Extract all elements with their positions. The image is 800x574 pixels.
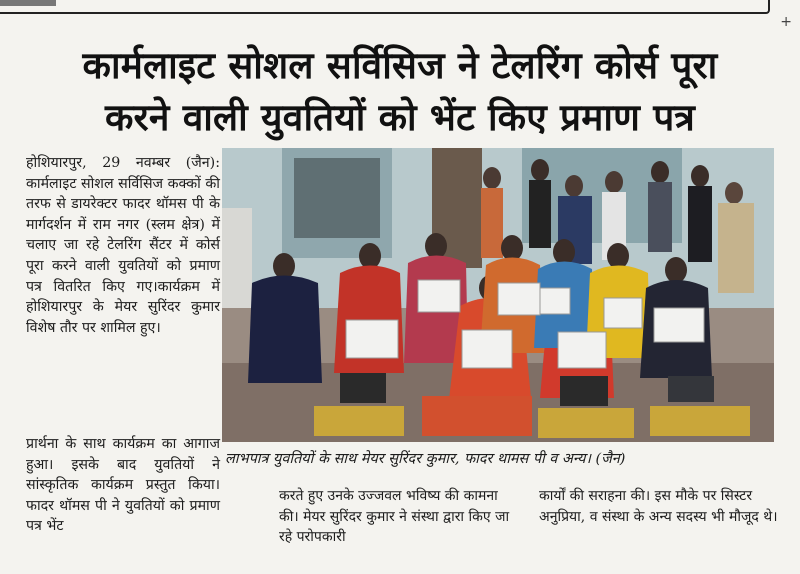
photo-caption: लाभपात्र युवतियों के साथ मेयर सुरिंदर कुमार, फादर थामस पी व अन्य। (जैन)	[225, 451, 626, 467]
top-border	[0, 0, 770, 14]
news-photo	[222, 148, 774, 442]
article-paragraph-1: होशियारपुर, 29 नवम्बर (जैन): कार्मलाइट सोशल सर्विसिज कक्कों की तरफ से डायरेक्टर फादर थॉमस पी के मार्गदर्शन में राम नगर (स्लम क्षेत्र) में चलाए जा रहे टेलरिंग सैंटर में कोर्स पूरा करने वाली युवतियों को प्रमाण पत्र वितरित किए गए।कार्यक्रम में होशियारपुर के मेयर सुरिंदर कुमार विशेष तौर पर शामिल हुए।	[26, 155, 220, 336]
top-thumbnail-edge	[0, 0, 56, 6]
headline	[10, 40, 790, 144]
article-column-left-2	[26, 434, 220, 537]
headline-line-1: कार्मलाइट सोशल सर्विसिज ने टेलरिंग कोर्स पूरा	[82, 44, 718, 87]
article-column-left	[26, 153, 220, 338]
news-photo-illustration	[222, 148, 774, 442]
article-column-bottom-1: करते हुए उनके उज्जवल भविष्य की कामना की। मेयर सुरिंदर कुमार ने संस्था द्वारा किए जा रहे परोपकारी	[279, 488, 510, 546]
article-column-bottom-2: कार्यों की सराहना की। इस मौके पर सिस्टर अनुप्रिया, व संस्था के अन्य सदस्य भी मौजूद थे।	[539, 488, 778, 525]
crop-mark: +	[780, 14, 792, 30]
article-paragraph-2: प्रार्थना के साथ कार्यक्रम का आगाज हुआ। इसके बाद युवतियों ने सांस्कृतिक कार्यक्रम प्रस्तुत किया। फादर थॉमस पी ने युवतियों को प्रमाण पत्र भेंट	[26, 436, 220, 535]
headline-line-2: करने वाली युवतियों को भेंट किए प्रमाण पत्र	[104, 96, 696, 139]
